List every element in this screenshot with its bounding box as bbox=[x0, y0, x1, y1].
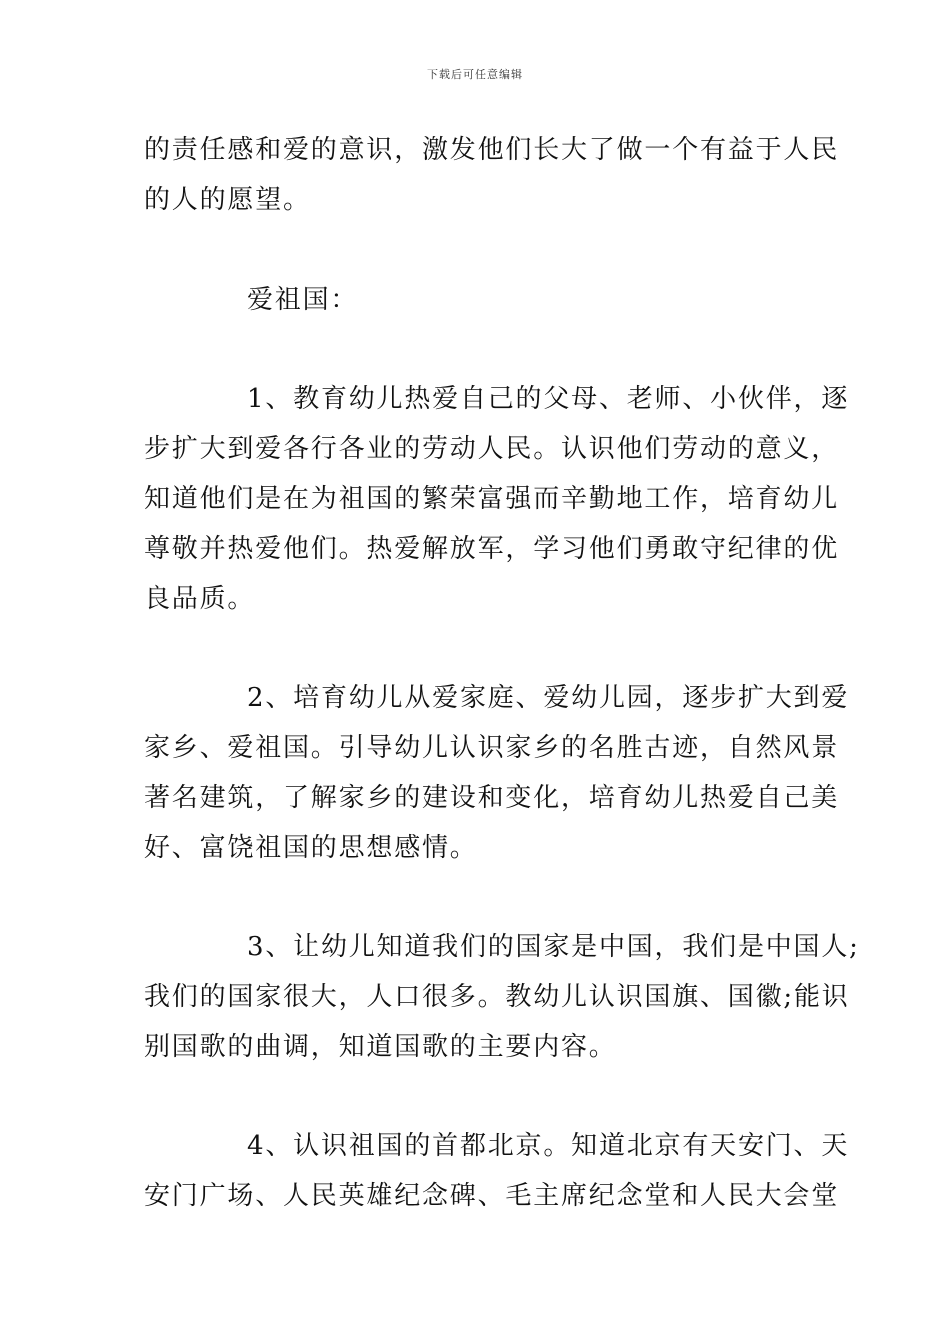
text-line: 步扩大到爱各行各业的劳动人民。认识他们劳动的意义， bbox=[144, 434, 840, 464]
text-line: 我们的国家很大，人口很多。教幼儿认识国旗、国徽;能识 bbox=[144, 982, 850, 1012]
text-line: 著名建筑，了解家乡的建设和变化，培育幼儿热爱自己美 bbox=[144, 783, 840, 813]
text-line: 安门广场、人民英雄纪念碑、毛主席纪念堂和人民大会堂 bbox=[144, 1181, 840, 1211]
section-heading: 爱祖国： bbox=[247, 285, 359, 315]
text-line: 1、教育幼儿热爱自己的父母、老师、小伙伴，逐 bbox=[247, 384, 850, 414]
text-line: 好、富饶祖国的思想感情。 bbox=[144, 833, 478, 863]
text-line: 尊敬并热爱他们。热爱解放军，学习他们勇敢守纪律的优 bbox=[144, 534, 840, 564]
text-line: 4、认识祖国的首都北京。知道北京有天安门、天 bbox=[247, 1131, 850, 1161]
text-line: 家乡、爱祖国。引导幼儿认识家乡的名胜古迹，自然风景 bbox=[144, 733, 840, 763]
text-line: 别国歌的曲调，知道国歌的主要内容。 bbox=[144, 1032, 617, 1062]
text-line: 的责任感和爱的意识，激发他们长大了做一个有益于人民 bbox=[144, 135, 840, 165]
text-line: 知道他们是在为祖国的繁荣富强而辛勤地工作，培育幼儿 bbox=[144, 484, 840, 514]
text-line: 良品质。 bbox=[144, 584, 256, 614]
text-line: 的人的愿望。 bbox=[144, 185, 311, 215]
page-header-note: 下载后可任意编辑 bbox=[427, 68, 523, 81]
text-line: 3、让幼儿知道我们的国家是中国，我们是中国人; bbox=[247, 932, 860, 962]
text-line: 2、培育幼儿从爱家庭、爱幼儿园，逐步扩大到爱 bbox=[247, 683, 850, 713]
